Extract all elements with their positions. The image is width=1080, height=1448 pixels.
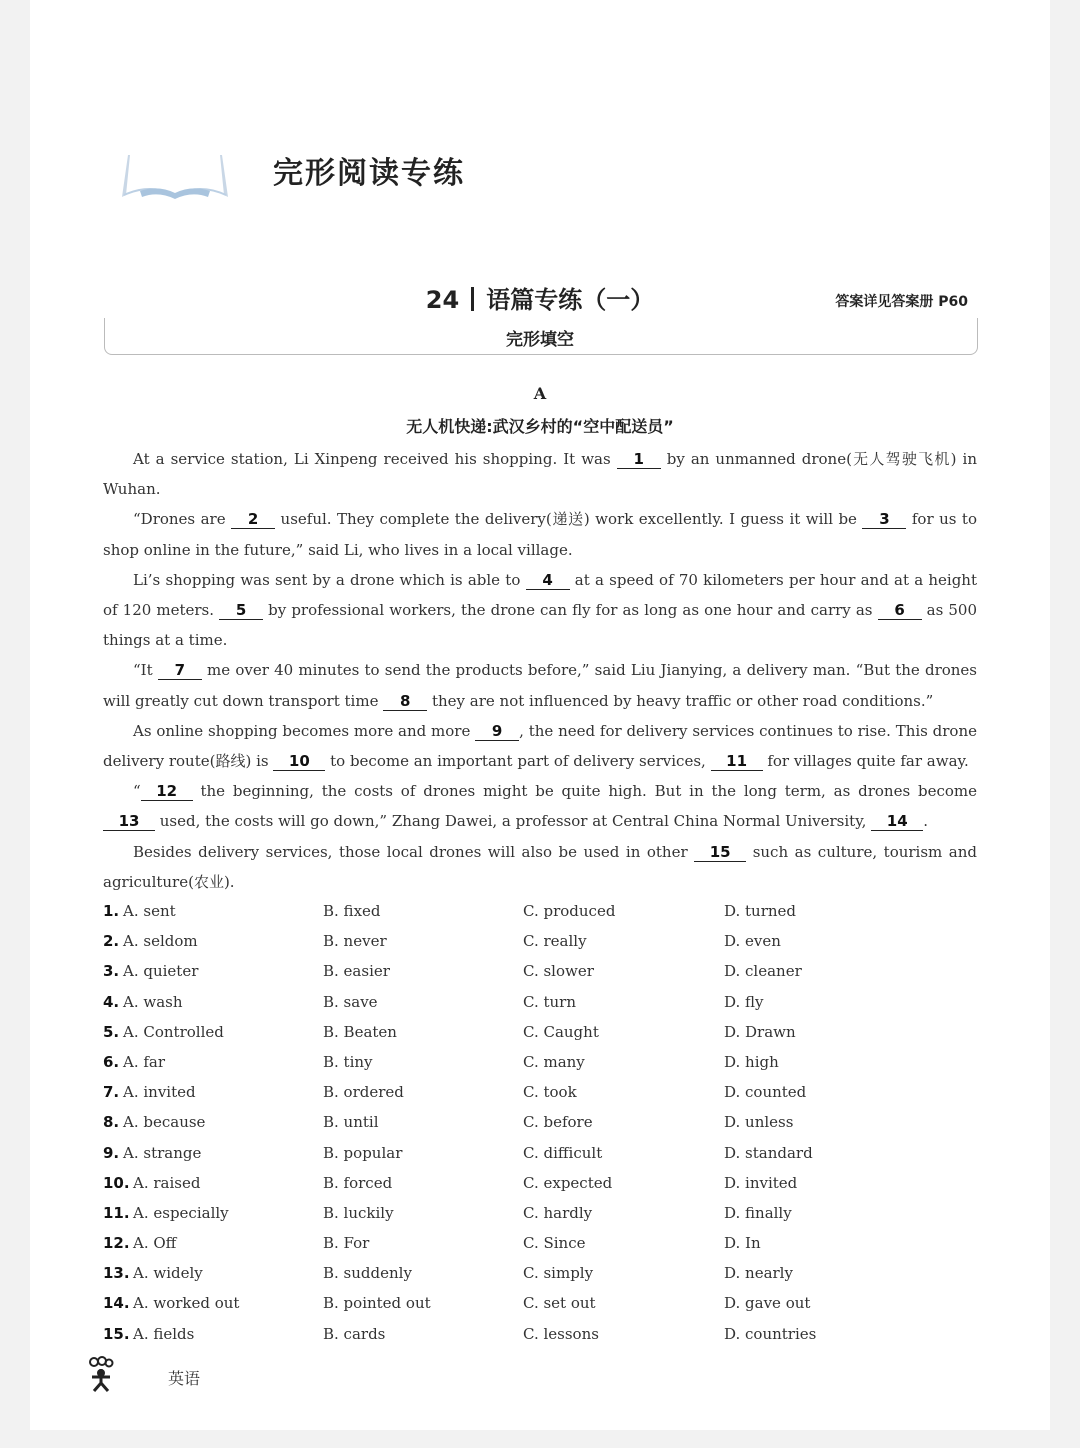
answer-blank[interactable]: 14 xyxy=(871,812,923,831)
question-number: 13. xyxy=(103,1264,130,1283)
option-d[interactable]: D. Drawn xyxy=(724,1022,796,1041)
option-c[interactable]: C. really xyxy=(523,932,587,951)
question-row xyxy=(103,987,977,1017)
passage-paragraph xyxy=(103,776,977,836)
passage-paragraph xyxy=(103,444,977,504)
open-book-icon xyxy=(120,145,230,205)
option-c[interactable]: C. lessons xyxy=(523,1324,599,1343)
option-d[interactable]: D. nearly xyxy=(724,1264,793,1283)
option-d[interactable]: D. counted xyxy=(724,1083,807,1102)
question-number: 2. xyxy=(103,932,120,951)
option-c[interactable]: C. produced xyxy=(523,902,616,920)
passage-paragraph xyxy=(103,565,977,656)
option-c[interactable]: C. before xyxy=(523,1113,593,1132)
passage-paragraph xyxy=(103,655,977,715)
page xyxy=(30,0,1050,1430)
question-number: 8. xyxy=(103,1113,120,1132)
passage-text: “It xyxy=(133,661,158,680)
option-a[interactable]: A. far xyxy=(123,1052,166,1071)
question-number: 3. xyxy=(103,962,120,981)
option-a[interactable]: A. because xyxy=(123,1113,206,1132)
option-b[interactable]: B. For xyxy=(323,1234,370,1253)
answer-blank[interactable]: 6 xyxy=(878,601,922,620)
passage-paragraph xyxy=(103,716,977,776)
passage-text: , the need for delivery services continues to rise. This drone delivery route(路线) is xyxy=(103,721,978,771)
option-c[interactable]: C. slower xyxy=(523,962,594,981)
option-a[interactable]: A. fields xyxy=(133,1324,195,1343)
question-row xyxy=(103,926,977,956)
answer-blank[interactable]: 2 xyxy=(231,510,275,529)
option-a[interactable]: A. Off xyxy=(133,1234,177,1253)
question-row xyxy=(103,1047,977,1077)
passage-paragraph xyxy=(103,504,977,564)
option-d[interactable]: D. cleaner xyxy=(724,962,802,981)
option-a[interactable]: A. quieter xyxy=(123,962,199,981)
option-a[interactable]: A. wash xyxy=(123,992,183,1011)
unit-number: 24 xyxy=(425,286,460,314)
option-a[interactable]: A. invited xyxy=(123,1083,196,1102)
answer-blank[interactable]: 9 xyxy=(475,722,519,741)
question-row xyxy=(103,1319,977,1349)
question-row xyxy=(103,956,977,986)
answer-blank[interactable]: 10 xyxy=(273,752,325,771)
option-d[interactable]: D. countries xyxy=(724,1324,817,1343)
passage-text: At a service station, Li Xinpeng received his shopping. It was xyxy=(133,450,617,468)
passage-text: for us to shop online in the future,” said Li, who lives in a local village. xyxy=(103,510,977,559)
answer-blank[interactable]: 12 xyxy=(141,782,193,801)
option-b[interactable]: B. ordered xyxy=(323,1083,404,1102)
option-c[interactable]: C. turn xyxy=(523,992,576,1011)
option-b[interactable]: B. luckily xyxy=(323,1203,394,1222)
answer-blank[interactable]: 5 xyxy=(219,601,263,620)
option-d[interactable]: D. standard xyxy=(724,1143,813,1162)
footer-subject: 英语 xyxy=(168,1369,201,1388)
question-number: 15. xyxy=(103,1324,130,1343)
option-d[interactable]: D. turned xyxy=(724,902,797,920)
answer-blank[interactable]: 3 xyxy=(862,510,906,529)
section-label: 完形填空 xyxy=(506,330,574,350)
option-d[interactable]: D. even xyxy=(724,932,781,951)
passage-text: Li’s shopping was sent by a drone which is able to xyxy=(133,570,526,589)
option-c[interactable]: C. Caught xyxy=(523,1022,599,1041)
passage-text: at a speed of 70 kilometers per hour and at a height of 120 meters. xyxy=(103,570,978,620)
title-separator xyxy=(471,287,474,311)
question-row xyxy=(103,1228,977,1258)
option-b[interactable]: B. forced xyxy=(323,1173,393,1192)
question-row xyxy=(103,1258,977,1288)
question-row xyxy=(103,1168,977,1198)
passage-text: used, the costs will go down,” Zhang Dawei, a professor at Central China Normal University, xyxy=(155,812,872,831)
question-number: 9. xyxy=(103,1143,120,1162)
passage-text: by professional workers, the drone can fly for as long as one hour and carry as xyxy=(263,601,878,620)
answer-blank[interactable]: 11 xyxy=(711,752,763,771)
question-number: 5. xyxy=(103,1022,120,1041)
passage-title: 无人机快递:武汉乡村的“空中配送员” xyxy=(406,417,674,436)
option-a[interactable]: A. strange xyxy=(123,1143,202,1162)
answer-blank[interactable]: 7 xyxy=(158,661,202,680)
option-c[interactable]: C. took xyxy=(523,1083,577,1102)
option-a[interactable]: A. seldom xyxy=(123,932,198,951)
option-a[interactable]: A. sent xyxy=(123,902,176,920)
option-d[interactable]: D. fly xyxy=(724,992,764,1011)
option-d[interactable]: D. unless xyxy=(724,1113,794,1132)
passage-text: “ xyxy=(133,782,141,801)
unit-name: 语篇专练（一） xyxy=(486,286,655,314)
option-b[interactable]: B. until xyxy=(323,1113,379,1132)
answer-reference: 答案详见答案册 P60 xyxy=(835,294,968,310)
passage-text: me over 40 minutes to send the products before,” said Liu Jianying, a delivery man. “But the drones will greatly cut down transport time xyxy=(103,661,978,710)
option-d[interactable]: D. finally xyxy=(724,1203,792,1222)
question-number: 10. xyxy=(103,1173,130,1192)
option-b[interactable]: B. save xyxy=(323,992,378,1011)
option-d[interactable]: D. In xyxy=(724,1234,761,1253)
passage-text: “Drones are xyxy=(133,510,232,529)
answer-blank[interactable]: 13 xyxy=(103,812,155,831)
passage-text: they are not influenced by heavy traffic or other road conditions.” xyxy=(427,691,934,710)
option-a[interactable]: A. Controlled xyxy=(123,1022,224,1041)
question-number: 12. xyxy=(103,1234,130,1253)
question-number: 11. xyxy=(103,1203,130,1222)
passage-text: useful. They complete the delivery(递送) work excellently. I guess it will be xyxy=(275,510,863,529)
option-b[interactable]: B. pointed out xyxy=(323,1294,431,1313)
option-a[interactable]: A. worked out xyxy=(133,1294,240,1313)
mascot-icon xyxy=(86,1355,116,1393)
option-c[interactable]: C. Since xyxy=(523,1234,586,1253)
option-c[interactable]: C. many xyxy=(523,1052,585,1071)
answer-blank[interactable]: 15 xyxy=(694,843,746,862)
passage-text: to become an important part of delivery services, xyxy=(325,752,711,771)
option-b[interactable]: B. suddenly xyxy=(323,1264,412,1283)
option-d[interactable]: D. gave out xyxy=(724,1294,811,1313)
option-c[interactable]: C. set out xyxy=(523,1294,596,1313)
question-row xyxy=(103,1017,977,1047)
question-row xyxy=(103,1198,977,1228)
question-number: 4. xyxy=(103,992,120,1011)
passage-letter: A xyxy=(533,384,547,403)
question-row xyxy=(103,1138,977,1168)
passage-text: as 500 things at a time. xyxy=(103,601,978,650)
question-number: 6. xyxy=(103,1052,120,1071)
question-row xyxy=(103,1288,977,1318)
passage-text: such as culture, tourism and agriculture(农业). xyxy=(103,842,977,891)
passage-text: . xyxy=(923,812,928,831)
passage-text: by an unmanned drone(无人驾驶飞机) in Wuhan. xyxy=(103,450,977,499)
option-b[interactable]: B. cards xyxy=(323,1324,386,1343)
option-b[interactable]: B. popular xyxy=(323,1143,403,1162)
option-c[interactable]: C. hardly xyxy=(523,1203,593,1222)
answer-options xyxy=(103,896,977,1349)
option-c[interactable]: C. difficult xyxy=(523,1143,603,1162)
answer-blank[interactable]: 8 xyxy=(383,692,427,711)
question-row xyxy=(103,896,977,926)
option-b[interactable]: B. never xyxy=(323,932,387,951)
option-c[interactable]: C. expected xyxy=(523,1173,613,1192)
passage-body xyxy=(103,444,977,897)
question-row xyxy=(103,1077,977,1107)
option-a[interactable]: A. raised xyxy=(133,1173,201,1192)
passage-text: the beginning, the costs of drones might be quite high. But in the long term, as drones become xyxy=(192,782,977,801)
question-number: 14. xyxy=(103,1294,130,1313)
option-d[interactable]: D. invited xyxy=(724,1173,798,1192)
option-c[interactable]: C. simply xyxy=(523,1264,594,1283)
passage-paragraph xyxy=(103,837,977,897)
option-a[interactable]: A. especially xyxy=(133,1203,229,1222)
passage-text: Besides delivery services, those local drones will also be used in other xyxy=(133,842,695,861)
passage-text: for villages quite far away. xyxy=(762,752,969,771)
option-a[interactable]: A. widely xyxy=(133,1264,203,1283)
passage-text: As online shopping becomes more and more xyxy=(133,721,476,740)
option-b[interactable]: B. fixed xyxy=(323,902,381,920)
option-b[interactable]: B. easier xyxy=(323,962,390,981)
option-b[interactable]: B. tiny xyxy=(323,1052,373,1071)
option-b[interactable]: B. Beaten xyxy=(323,1022,397,1041)
option-d[interactable]: D. high xyxy=(724,1052,779,1071)
answer-blank[interactable]: 4 xyxy=(526,571,570,590)
chapter-title: 完形阅读专练 xyxy=(273,156,465,191)
question-row xyxy=(103,1107,977,1137)
question-number: 1. xyxy=(103,902,120,920)
question-number: 7. xyxy=(103,1083,120,1102)
answer-blank[interactable]: 1 xyxy=(617,450,661,469)
